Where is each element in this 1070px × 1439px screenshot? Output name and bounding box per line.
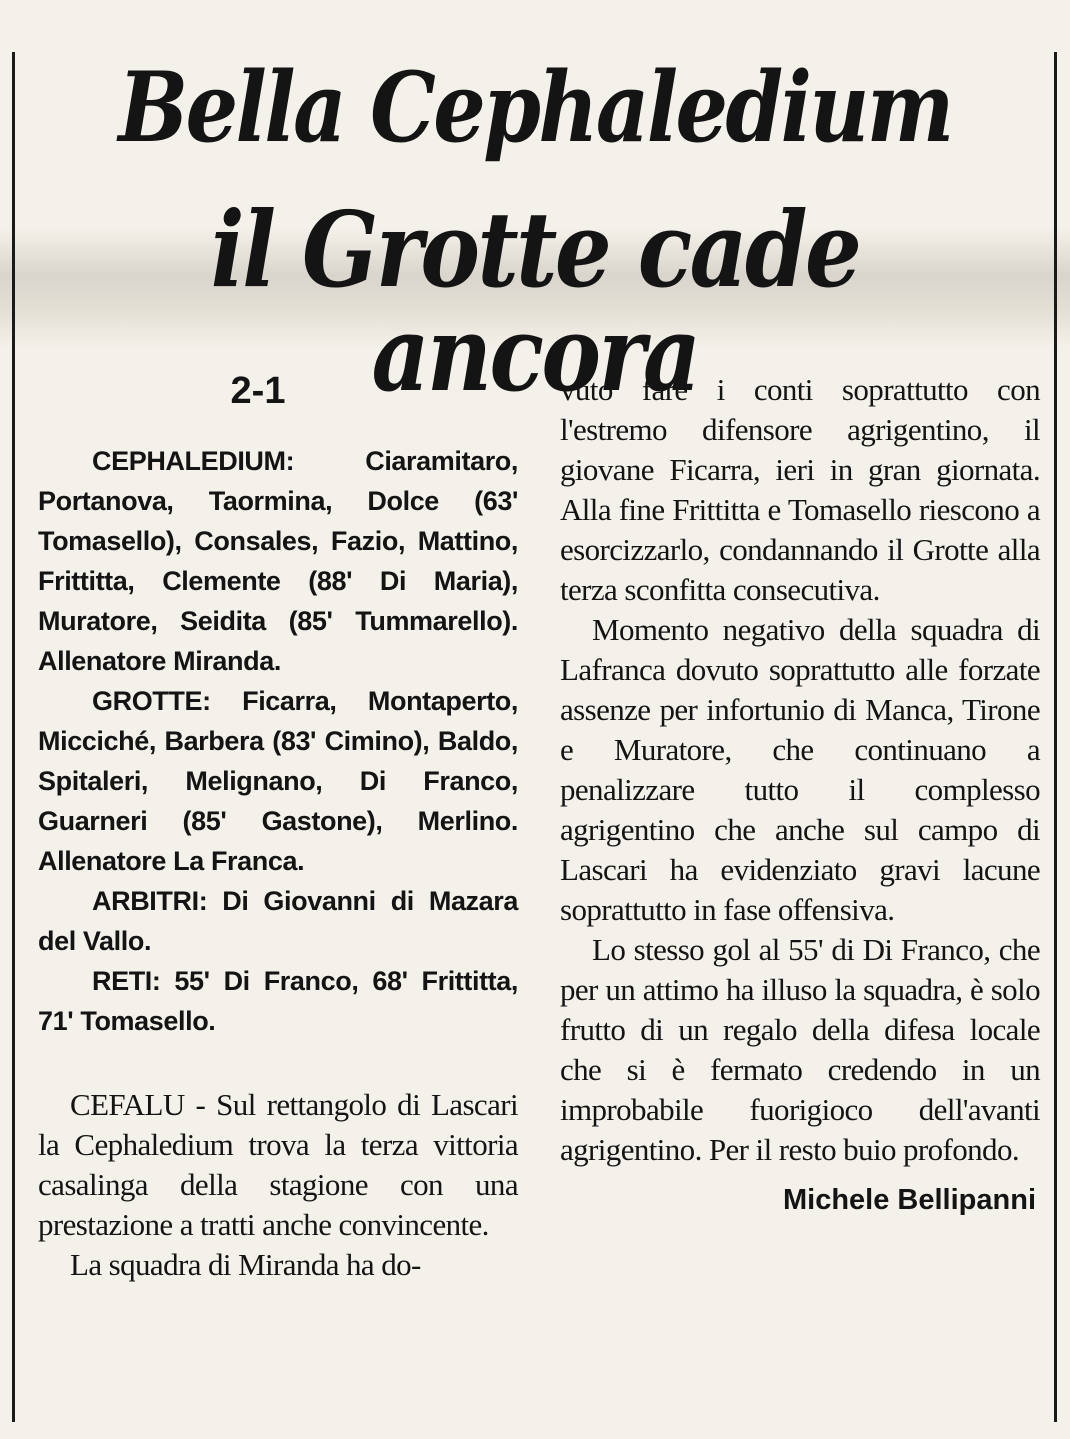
- goals: RETI: 55' Di Franco, 68' Frittitta, 71' Tomasello.: [38, 966, 518, 1036]
- article-paragraph: Lo stesso gol al 55' di Di Franco, che per un attimo ha illuso la squadra, è solo frutto di un regalo della difesa locale che si è fermato credendo in un improbabile fuorigioco dell'avanti agrigentino. Per il resto buio profondo.: [560, 932, 1040, 1167]
- headline-line-1: Bella Cephaledium: [118, 51, 952, 164]
- article-paragraph: Momento negativo della squadra di Lafranca dovuto soprattutto alle forzate assenze per infortunio di Manca, Tirone e Muratore, che continuano a penalizzare tutto il complesso agrigentino che anche sul campo di Lascari ha evidenziato gravi lacune soprattutto in fase offensiva.: [560, 612, 1040, 927]
- article-paragraph: vuto fare i conti soprattutto con l'estremo difensore agrigentino, il giovane Ficarra, ieri in gran giornata. Alla fine Frittitta e Tomasello riescono a esorcizzarlo, condannando il Grotte alla terza sconfitta consecutiva.: [560, 372, 1040, 607]
- right-column-rule: [1054, 52, 1057, 1422]
- author-byline: Michele Bellipanni: [783, 1184, 1036, 1216]
- match-score: 2-1: [230, 370, 286, 412]
- referees: ARBITRI: Di Giovanni di Mazara del Vallo.: [38, 886, 518, 956]
- right-column: [560, 370, 1040, 1217]
- headline-line-2: il Grotte cade ancora: [210, 188, 860, 415]
- article-paragraph: CEFALU - Sul rettangolo di Lascari la Cephaledium trova la terza vittoria casalinga della stagione con una prestazione a tratti anche convincente.: [38, 1087, 518, 1242]
- left-column: [38, 370, 518, 1285]
- section-spacer: [38, 1041, 518, 1085]
- left-column-rule: [12, 52, 15, 1422]
- lineup-grotte: GROTTE: Ficarra, Montaperto, Micciché, Barbera (83' Cimino), Baldo, Spitaleri, Melignano, Di Franco, Guarneri (85' Gastone), Merlino. Allenatore La Franca.: [38, 686, 518, 876]
- article-paragraph: La squadra di Miranda ha do-: [70, 1247, 421, 1282]
- lineup-cephaledium: CEPHALEDIUM: Ciaramitaro, Portanova, Taormina, Dolce (63' Tomasello), Consales, Fazio, Mattino, Frittitta, Clemente (88' Di Maria), Muratore, Seidita (85' Tummarello). Allenatore Miranda.: [38, 446, 518, 676]
